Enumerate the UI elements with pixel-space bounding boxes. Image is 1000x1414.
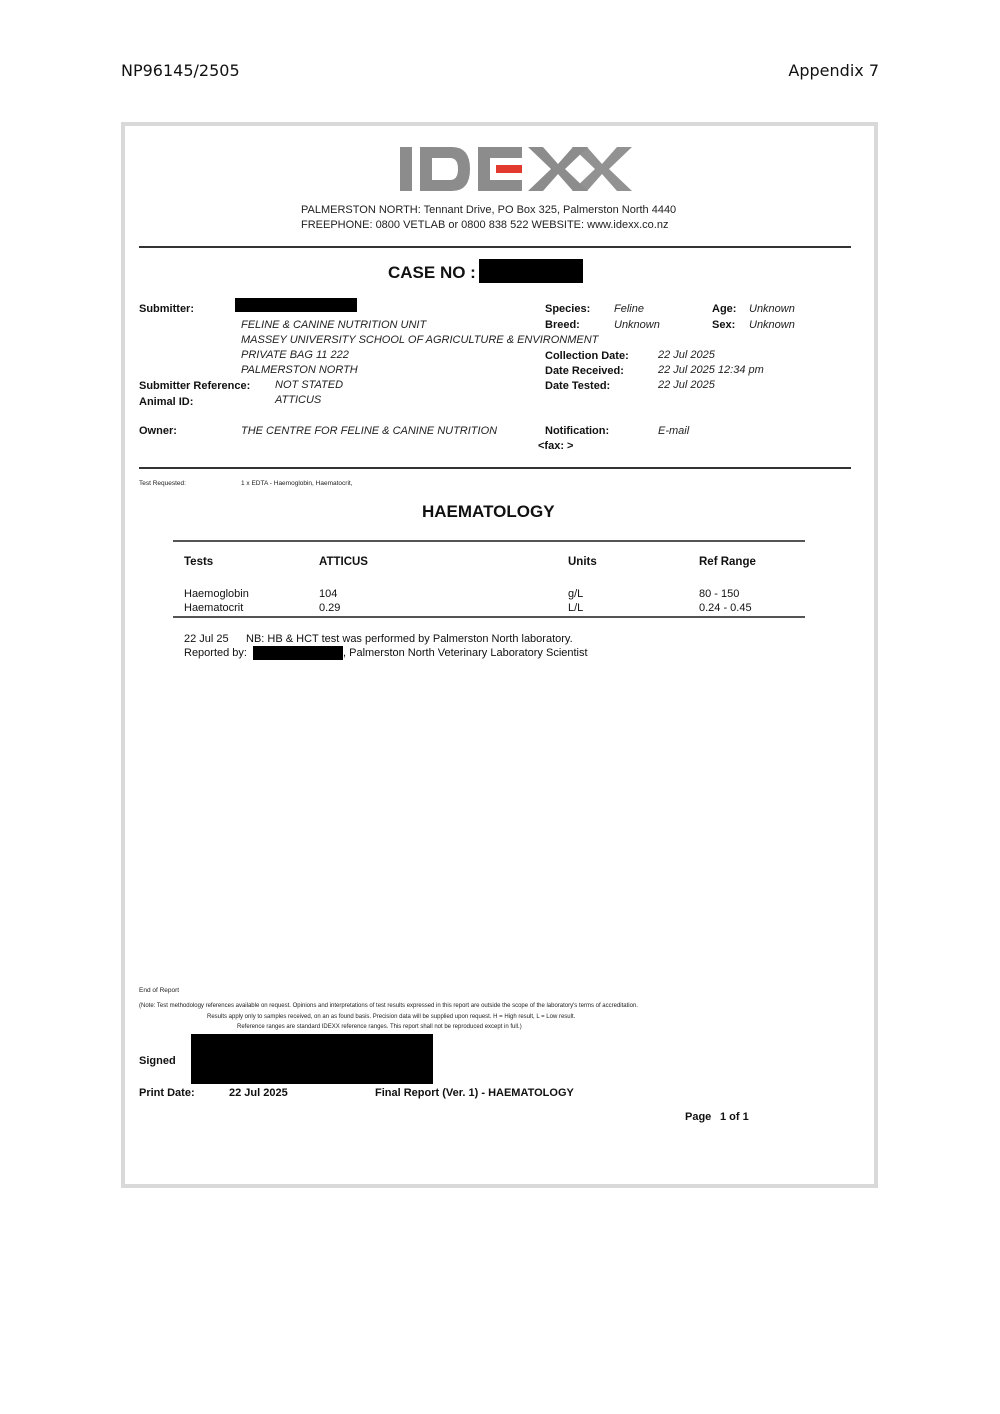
test-name: Haematocrit (184, 602, 244, 614)
age-label: Age: (712, 303, 737, 315)
final-report-label: Final Report (Ver. 1) - HAEMATOLOGY (375, 1087, 574, 1099)
test-value: 0.29 (319, 602, 341, 614)
collection-date-label: Collection Date: (545, 350, 629, 362)
print-date-value: 22 Jul 2025 (229, 1087, 288, 1099)
redacted-reporter-name (253, 646, 343, 660)
age-value: Unknown (749, 303, 795, 315)
column-header-tests: Tests (184, 556, 214, 568)
document-reference-number: NP96145/2505 (121, 61, 240, 80)
submitter-reference-value: NOT STATED (275, 379, 344, 391)
submitter-line: FELINE & CANINE NUTRITION UNIT (241, 319, 427, 331)
case-number-label: CASE NO : (388, 263, 476, 282)
appendix-label: Appendix 7 (788, 61, 879, 80)
owner-value: THE CENTRE FOR FELINE & CANINE NUTRITION (241, 425, 498, 437)
reported-by-title: , Palmerston North Veterinary Laboratory Scientist (343, 647, 588, 659)
test-units: L/L (568, 602, 584, 614)
submitter-line: PALMERSTON NORTH (241, 364, 358, 376)
animal-id-value: ATTICUS (275, 394, 322, 406)
column-header-ref-range: Ref Range (699, 556, 756, 568)
lab-address: PALMERSTON NORTH: Tennant Drive, PO Box 325, Palmerston North 4440 (301, 204, 677, 216)
lab-report-sheet (121, 122, 878, 1188)
page-label: Page (685, 1111, 712, 1123)
page-number: 1 of 1 (720, 1111, 749, 1123)
details-divider (139, 467, 851, 469)
disclaimer-line: (Note: Test methodology references available on request. Opinions and interpretations of test results expressed in this report are outside the scope of the laboratory's terms of accreditation. (139, 1003, 638, 1009)
breed-value: Unknown (614, 319, 660, 331)
column-header-units: Units (568, 556, 597, 568)
note-text: NB: HB & HCT test was performed by Palmerston North laboratory. (246, 633, 573, 645)
submitter-label: Submitter: (139, 303, 194, 315)
collection-date-value: 22 Jul 2025 (658, 349, 715, 361)
column-header-result: ATTICUS (319, 556, 368, 568)
notification-label: Notification: (545, 425, 610, 437)
note-date: 22 Jul 25 (184, 633, 229, 645)
test-requested-label: Test Requested: (139, 480, 186, 487)
lab-contact: FREEPHONE: 0800 VETLAB or 0800 838 522 WEBSITE: www.idexx.co.nz (301, 219, 669, 231)
date-received-value: 22 Jul 2025 12:34 pm (658, 364, 764, 376)
test-name: Haemoglobin (184, 588, 249, 600)
species-label: Species: (545, 303, 591, 315)
sex-label: Sex: (712, 319, 736, 331)
reported-by-label: Reported by: (184, 647, 247, 659)
species-value: Feline (614, 303, 644, 315)
submitter-line: PRIVATE BAG 11 222 (241, 349, 349, 361)
disclaimer-line: Reference ranges are standard IDEXX reference ranges. This report shall not be reproduced except in full.) (237, 1024, 522, 1030)
test-ref-range: 0.24 - 0.45 (699, 602, 752, 614)
test-units: g/L (568, 588, 584, 600)
section-title: HAEMATOLOGY (422, 502, 555, 521)
disclaimer-line: Results apply only to samples received, on an as found basis. Precision data will be supplied upon request. H = High result, L = Low result. (207, 1014, 576, 1020)
test-ref-range: 80 - 150 (699, 588, 740, 600)
notification-value: E-mail (658, 425, 690, 437)
end-of-report: End of Report (139, 987, 180, 994)
owner-label: Owner: (139, 425, 177, 437)
signed-label: Signed (139, 1055, 176, 1067)
date-received-label: Date Received: (545, 365, 624, 377)
test-value: 104 (319, 588, 338, 600)
table-top-rule (173, 540, 805, 542)
date-tested-value: 22 Jul 2025 (658, 379, 715, 391)
fax-label: <fax: > (538, 440, 574, 452)
date-tested-label: Date Tested: (545, 380, 611, 392)
table-bottom-rule (173, 616, 805, 618)
submitter-reference-label: Submitter Reference: (139, 380, 251, 392)
sex-value: Unknown (749, 319, 795, 331)
redacted-submitter-name (235, 298, 357, 312)
animal-id-label: Animal ID: (139, 396, 194, 408)
print-date-label: Print Date: (139, 1087, 195, 1099)
test-requested-value: 1 x EDTA - Haemoglobin, Haematocrit, (241, 480, 353, 487)
redacted-signature (191, 1034, 433, 1084)
header-divider (139, 246, 851, 248)
idexx-logo (400, 144, 632, 194)
submitter-line: MASSEY UNIVERSITY SCHOOL OF AGRICULTURE & ENVIRONMENT (241, 334, 599, 346)
redacted-case-number (479, 259, 583, 283)
breed-label: Breed: (545, 319, 580, 331)
